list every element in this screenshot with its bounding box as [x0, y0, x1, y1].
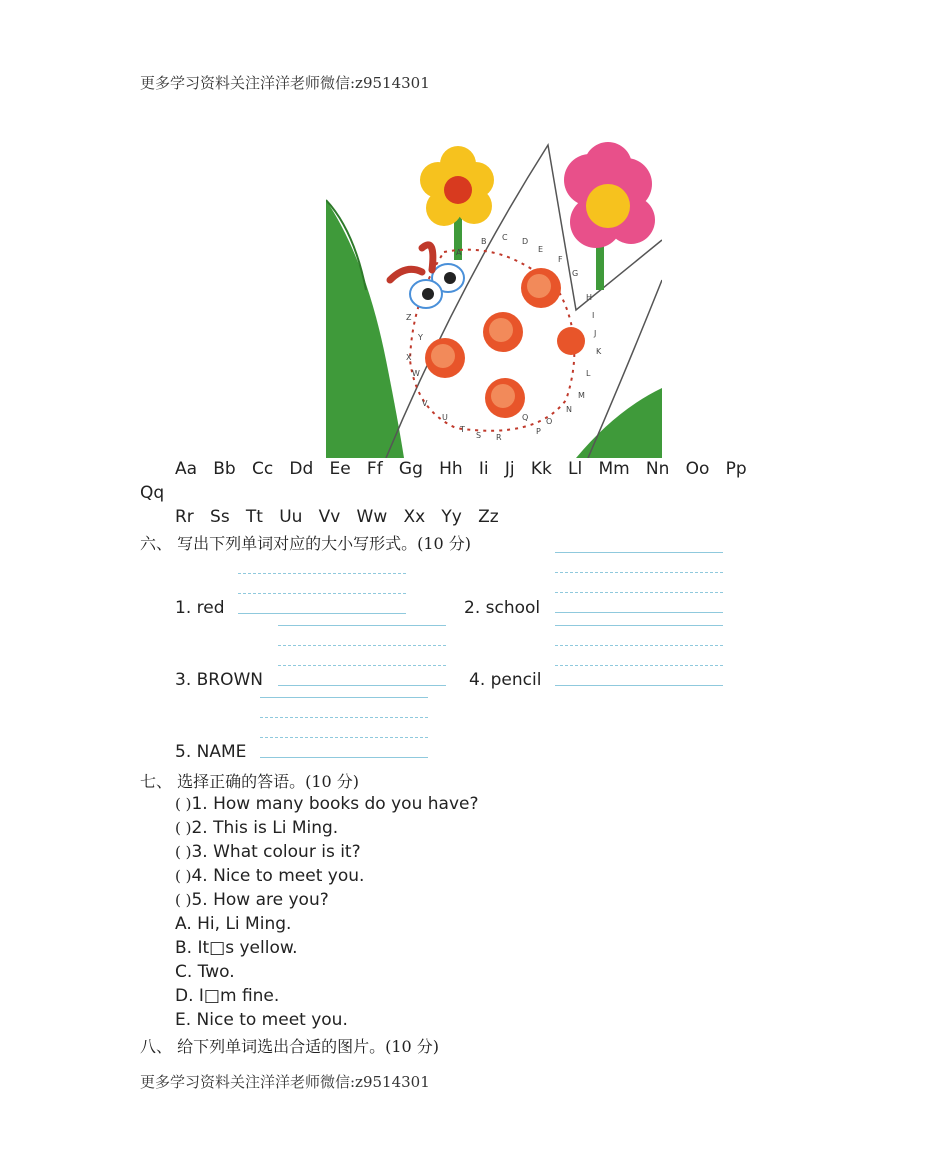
svg-text:Y: Y: [418, 333, 423, 342]
question-row: [175, 794, 478, 814]
writing-lines: [555, 552, 723, 608]
svg-text:X: X: [406, 353, 412, 362]
answer-bracket[interactable]: ( ): [175, 867, 192, 885]
letter-pair: Ss: [210, 507, 230, 527]
word-item-2: 2. school: [464, 598, 541, 618]
section-8-title: 八、 给下列单词选出合适的图片。(10 分): [140, 1037, 440, 1056]
word-item-3: 3. BROWN: [175, 670, 264, 690]
question-text: 3. What colour is it?: [191, 842, 361, 862]
svg-text:H: H: [586, 293, 593, 302]
svg-text:B: B: [481, 237, 487, 246]
answer-option: C. Two.: [175, 962, 235, 982]
svg-text:W: W: [412, 369, 420, 378]
question-text: 5. How are you?: [191, 890, 329, 910]
svg-text:D: D: [522, 237, 529, 246]
section-6-title: 六、 写出下列单词对应的大小写形式。(10 分): [140, 534, 472, 553]
svg-text:S: S: [476, 431, 482, 440]
letter-pair: Tt: [245, 507, 263, 527]
alphabet-row-1: [175, 459, 747, 479]
answer-option: A. Hi, Li Ming.: [175, 914, 292, 934]
writing-lines[interactable]: [278, 625, 446, 681]
writing-lines[interactable]: [238, 573, 406, 629]
letter-pair: Mm: [598, 459, 630, 479]
question-row: [175, 890, 329, 910]
letter-pair: Uu: [279, 507, 303, 527]
svg-text:A: A: [456, 248, 462, 257]
letter-pair: Ff: [366, 459, 383, 479]
svg-text:P: P: [536, 427, 541, 436]
answer-bracket[interactable]: ( ): [175, 843, 192, 861]
writing-lines[interactable]: [555, 625, 723, 681]
letter-pair: Rr: [175, 507, 194, 527]
svg-text:V: V: [422, 399, 428, 408]
answer-bracket[interactable]: ( ): [175, 795, 192, 813]
answer-option: E. Nice to meet you.: [175, 1010, 348, 1030]
question-row: [175, 866, 364, 886]
letter-pair: Jj: [504, 459, 515, 479]
letter-pair: Aa: [175, 459, 198, 479]
svg-text:E: E: [538, 245, 544, 254]
question-row: [175, 842, 361, 862]
svg-text:O: O: [546, 417, 553, 426]
letter-pair: Xx: [403, 507, 426, 527]
svg-text:M: M: [578, 391, 585, 400]
svg-text:G: G: [572, 269, 579, 278]
letter-pair: Ll: [568, 459, 583, 479]
svg-text:Q: Q: [522, 413, 529, 422]
answer-bracket[interactable]: ( ): [175, 819, 192, 837]
svg-text:I: I: [592, 311, 595, 320]
letter-pair: Yy: [441, 507, 462, 527]
letter-pair: Cc: [251, 459, 274, 479]
page-header: 更多学习资料关注洋洋老师微信:z9514301: [140, 74, 430, 92]
question-text: 2. This is Li Ming.: [191, 818, 339, 838]
alphabet-row-2: [175, 507, 499, 527]
svg-text:F: F: [558, 255, 563, 264]
letter-pair: Gg: [398, 459, 423, 479]
svg-text:L: L: [586, 369, 591, 378]
letter-pair: Ii: [478, 459, 489, 479]
svg-text:K: K: [596, 347, 602, 356]
letter-pair: Oo: [685, 459, 710, 479]
svg-text:U: U: [442, 413, 448, 422]
leaf-icon: [576, 388, 662, 458]
answer-option: B. It□s yellow.: [175, 938, 298, 958]
word-item-1: 1. red: [175, 598, 225, 618]
leaf-icon: [326, 200, 404, 458]
svg-text:C: C: [502, 233, 508, 242]
letter-pair: Kk: [530, 459, 552, 479]
letter-pair: Zz: [478, 507, 499, 527]
letter-pair: Hh: [439, 459, 463, 479]
flower-icon: [564, 142, 655, 290]
word-item-4: 4. pencil: [469, 670, 542, 690]
svg-text:Z: Z: [406, 313, 412, 322]
letter-pair: Nn: [645, 459, 670, 479]
page-footer: 更多学习资料关注洋洋老师微信:z9514301: [140, 1073, 430, 1091]
question-text: 4. Nice to meet you.: [191, 866, 365, 886]
letter-pair: Qq: [140, 483, 165, 503]
question-row: [175, 818, 338, 838]
letter-pair: Bb: [213, 459, 236, 479]
connect-the-dots-illustration: [326, 140, 662, 458]
letter-pair: Vv: [318, 507, 341, 527]
answer-bracket[interactable]: ( ): [175, 891, 192, 909]
section-7-title: 七、 选择正确的答语。(10 分): [140, 772, 360, 791]
word-item-5: 5. NAME: [175, 742, 247, 762]
letter-pair: Pp: [725, 459, 747, 479]
letter-pair: Ee: [329, 459, 351, 479]
question-text: 1. How many books do you have?: [191, 794, 479, 814]
writing-lines[interactable]: [260, 697, 428, 753]
answer-option: D. I□m fine.: [175, 986, 280, 1006]
svg-text:T: T: [460, 425, 465, 434]
letter-pair: Dd: [289, 459, 314, 479]
svg-text:N: N: [566, 405, 572, 414]
letter-pair: Ww: [356, 507, 388, 527]
svg-text:R: R: [496, 433, 502, 442]
svg-text:J: J: [594, 329, 597, 338]
